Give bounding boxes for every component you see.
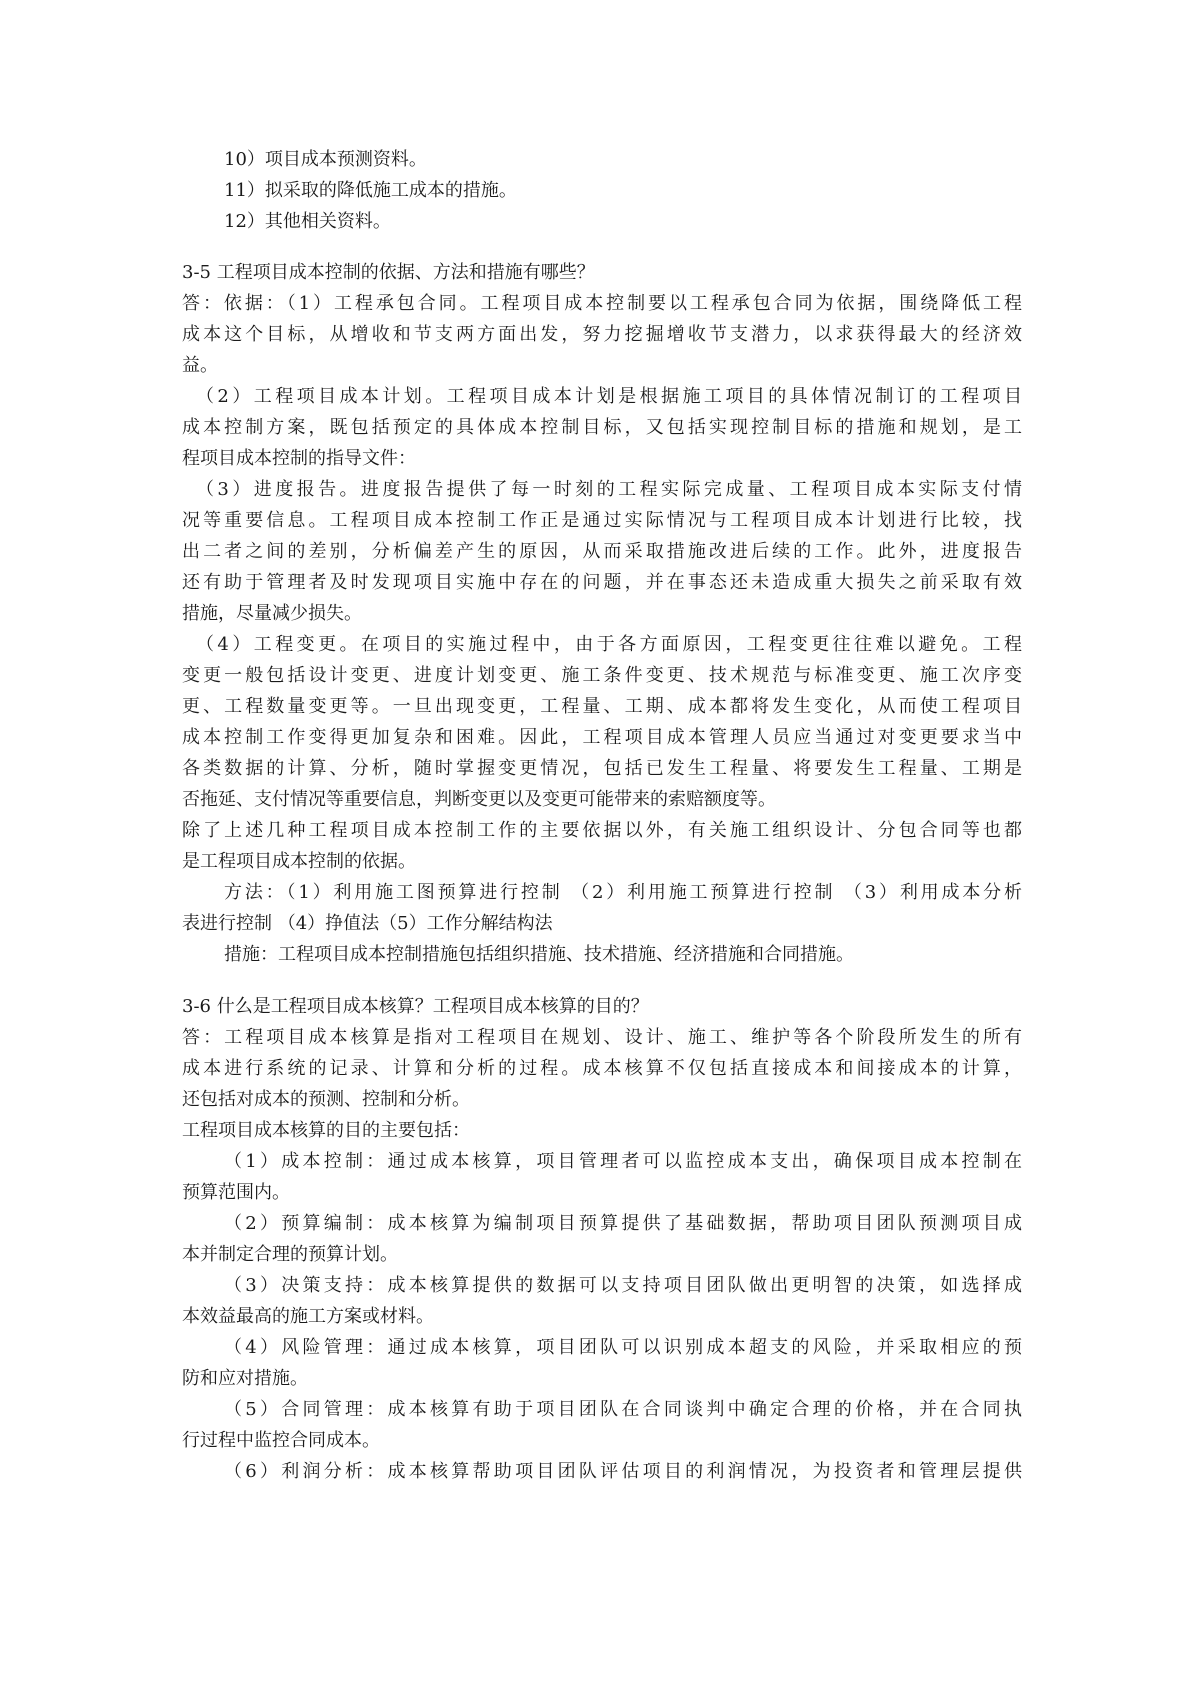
section-heading: 3-6 什么是工程项目成本核算？工程项目成本核算的目的？ <box>182 996 649 1017</box>
paragraph-line: 答：依据：（1）工程承包合同。工程项目成本控制要以工程承包合同为依据，围绕降低工程 <box>182 293 1022 314</box>
paragraph-line: （1）成本控制：通过成本核算，项目管理者可以监控成本支出，确保项目成本控制在 <box>224 1151 1022 1172</box>
paragraph-line: 表进行控制 （4）挣值法（5）工作分解结构法 <box>182 913 553 934</box>
paragraph-line: 工程项目成本核算的目的主要包括： <box>182 1120 470 1141</box>
paragraph-line: 除了上述几种工程项目成本控制工作的主要依据以外，有关施工组织设计、分包合同等也都 <box>182 820 1022 841</box>
paragraph-line: 还包括对成本的预测、控制和分析。 <box>182 1089 470 1110</box>
paragraph-line: 成本这个目标，从增收和节支两方面出发，努力挖掘增收节支潜力，以求获得最大的经济效 <box>182 324 1022 345</box>
paragraph-line: 变更一般包括设计变更、进度计划变更、施工条件变更、技术规范与标准变更、施工次序变 <box>182 665 1022 686</box>
paragraph-line: （3）决策支持：成本核算提供的数据可以支持项目团队做出更明智的决策，如选择成 <box>224 1275 1022 1296</box>
paragraph-line: 还有助于管理者及时发现项目实施中存在的问题，并在事态还未造成重大损失之前采取有效 <box>182 572 1022 593</box>
paragraph-line: （3）进度报告。进度报告提供了每一时刻的工程实际完成量、工程项目成本实际支付情 <box>196 479 1022 500</box>
paragraph-line: （2）工程项目成本计划。工程项目成本计划是根据施工项目的具体情况制订的工程项目 <box>196 386 1022 407</box>
paragraph-line: 防和应对措施。 <box>182 1368 308 1389</box>
paragraph-line: 出二者之间的差别，分析偏差产生的原因，从而采取措施改进后续的工作。此外，进度报告 <box>182 541 1022 562</box>
paragraph-line: 措施，尽量减少损失。 <box>182 603 362 624</box>
paragraph-line: （5）合同管理：成本核算有助于项目团队在合同谈判中确定合理的价格，并在合同执 <box>224 1399 1022 1420</box>
paragraph-line: （4）工程变更。在项目的实施过程中，由于各方面原因，工程变更往往难以避免。工程 <box>196 634 1022 655</box>
paragraph-line: 成本控制工作变得更加复杂和困难。因此，工程项目成本管理人员应当通过对变更要求当中 <box>182 727 1022 748</box>
paragraph-line: 更、工程数量变更等。一旦出现变更，工程量、工期、成本都将发生变化，从而使工程项目 <box>182 696 1022 717</box>
paragraph-line: 行过程中监控合同成本。 <box>182 1430 380 1451</box>
paragraph-line: 成本进行系统的记录、计算和分析的过程。成本核算不仅包括直接成本和间接成本的计算， <box>182 1058 1022 1079</box>
paragraph-line: 否拖延、支付情况等重要信息，判断变更以及变更可能带来的索赔额度等。 <box>182 789 776 810</box>
paragraph-line: 方法：（1）利用施工图预算进行控制 （2）利用施工预算进行控制 （3）利用成本分析 <box>224 882 1022 903</box>
section-heading: 3-5 工程项目成本控制的依据、方法和措施有哪些？ <box>182 262 595 283</box>
paragraph-line: 预算范围内。 <box>182 1182 290 1203</box>
paragraph-line: 本并制定合理的预算计划。 <box>182 1244 398 1265</box>
paragraph-line: 益。 <box>182 355 218 376</box>
list-item: 12）其他相关资料。 <box>224 211 391 232</box>
paragraph-line: 况等重要信息。工程项目成本控制工作正是通过实际情况与工程项目成本计划进行比较，找 <box>182 510 1022 531</box>
paragraph-line: 答：工程项目成本核算是指对工程项目在规划、设计、施工、维护等各个阶段所发生的所有 <box>182 1027 1022 1048</box>
paragraph-line: 本效益最高的施工方案或材料。 <box>182 1306 434 1327</box>
paragraph-line: 成本控制方案，既包括预定的具体成本控制目标，又包括实现控制目标的措施和规划，是工 <box>182 417 1022 438</box>
paragraph-line: （2）预算编制：成本核算为编制项目预算提供了基础数据，帮助项目团队预测项目成 <box>224 1213 1022 1234</box>
paragraph-line: （4）风险管理：通过成本核算，项目团队可以识别成本超支的风险，并采取相应的预 <box>224 1337 1022 1358</box>
list-item: 11）拟采取的降低施工成本的措施。 <box>224 180 517 201</box>
list-item: 10）项目成本预测资料。 <box>224 149 427 170</box>
paragraph-line: （6）利润分析：成本核算帮助项目团队评估项目的利润情况，为投资者和管理层提供 <box>224 1461 1022 1482</box>
paragraph-line: 措施：工程项目成本控制措施包括组织措施、技术措施、经济措施和合同措施。 <box>224 944 854 965</box>
paragraph-line: 是工程项目成本控制的依据。 <box>182 851 416 872</box>
paragraph-line: 程项目成本控制的指导文件： <box>182 448 416 469</box>
paragraph-line: 各类数据的计算、分析，随时掌握变更情况，包括已发生工程量、将要发生工程量、工期是 <box>182 758 1022 779</box>
